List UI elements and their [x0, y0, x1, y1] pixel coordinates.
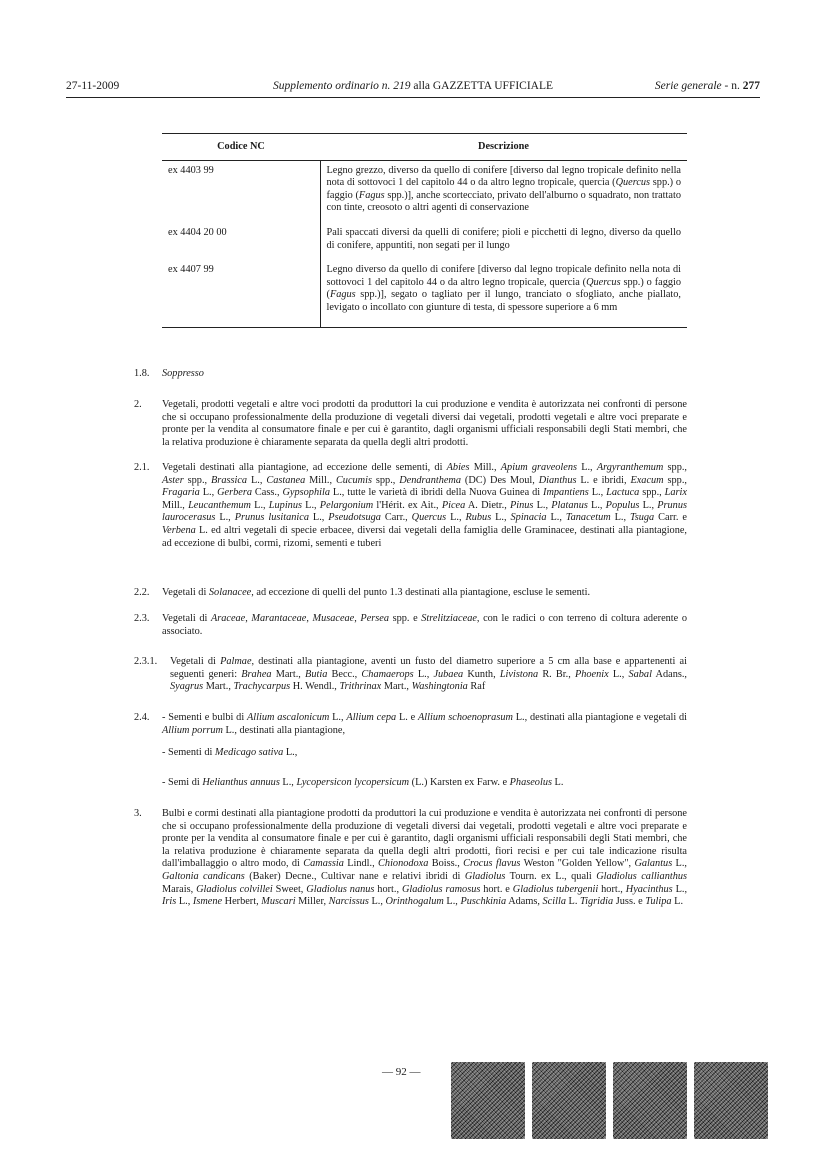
- nc-code-table: [162, 133, 687, 328]
- table-row: [162, 262, 687, 327]
- section-number: 2.: [134, 399, 142, 410]
- nc-description: Pali spaccati diversi da quelli di conifere; pioli e picchetti di legno, diverso da quello di conifere, appuntiti, non segati per il lungo: [320, 225, 687, 262]
- section-text: Soppresso: [162, 368, 204, 379]
- header-date: 27-11-2009: [66, 80, 120, 92]
- col-header-code: Codice NC: [162, 134, 320, 161]
- section-number: 2.3.: [134, 613, 150, 624]
- header-series-number: 277: [742, 80, 760, 92]
- header-series-label: Serie generale: [654, 80, 722, 92]
- section-number: 1.8.: [134, 368, 150, 379]
- nc-description: Legno diverso da quello di conifere [diverso dal legno tropicale definito nella nota di sottovoci 1 del capitolo 44 o da altro legno tropicale, quercia (Quercus spp.) o faggio (Fagus spp.)], segato o tagliato per il lungo, tranciato o sfogliato, anche piallato, levigato o incollato con giunture di testa, di spessore superiore a 6 mm: [320, 262, 687, 327]
- barcode-block: [694, 1062, 768, 1139]
- nc-code: ex 4403 99: [168, 164, 214, 176]
- col-header-description: Descrizione: [320, 134, 687, 161]
- nc-code: ex 4404 20 00: [168, 226, 227, 238]
- section-text: Bulbi e cormi destinati alla piantagione prodotti da produttori la cui produzione e vendita è autorizzata nei confronti di persone che si occupano professionalmente della produzione di vegetali diversi dai vegetali, prodotti vegetali e altre voci preparate e pronte per la vendita al consumatore finale e per cui è garantito, dagli organismi ufficiali responsabili degli Stati membri, che la relativa produzione è chiaramente separata da quella degli altri prodotti, fiori recisi e per cui tale indicazione risulta dall'imballaggio o altro modo, di Camassia Lindl., Chionodoxa Boiss., Crocus flavus Weston "Golden Yellow", Galantus L., Galtonia candicans (Baker) Decne., Cultivar nane e relativi ibridi di Gladiolus Tourn. ex L., quali Gladiolus callianthus Marais, Gladiolus colvillei Sweet, Gladiolus nanus hort., Gladiolus ramosus hort. e Gladiolus tubergenii hort., Hyacinthus L., Iris L., Ismene Herbert, Muscari Miller, Narcissus L., Orinthogalum L., Puschkinia Adams, Scilla L. Tigridia Juss. e Tulipa L.: [162, 808, 688, 908]
- header-series-sep: - n.: [721, 80, 743, 92]
- section-text: Vegetali, prodotti vegetali e altre voci prodotti da produttori la cui produzione e vendita è autorizzata nei confronti di persone che si occupano professionalmente della produzione di vegetali diversi dai vegetali, prodotti vegetali e altre voci preparate e pronte per la vendita al consumatore finale e per cui è garantito, dagli organismi ufficiali responsabili degli Stati membri, che la relativa produzione è chiaramente separata da quella degli altri prodotti.: [162, 399, 687, 448]
- header-gazette: alla GAZZETTA UFFICIALE: [410, 80, 554, 92]
- section-text: Vegetali di Araceae, Marantaceae, Musaceae, Persea spp. e Strelitziaceae, con le radici o con terreno di coltura aderente o associato.: [162, 613, 687, 637]
- header-supplement: Supplemento ordinario n. 219: [272, 80, 411, 92]
- nc-description: Legno grezzo, diverso da quello di conifere [diverso dal legno tropicale definito nella nota di sottovoci 1 del capitolo 44 o da altro legno tropicale, quercia (Quercus spp.) o faggio (Fagus spp.)], anche scortecciato, privato dell'alburno o squadrato, non trattato con tinte, creosoto o altri agenti di conservazione: [320, 160, 687, 225]
- barcode-block: [532, 1062, 606, 1139]
- page-header: [66, 80, 760, 96]
- barcode-strip: [451, 1062, 768, 1139]
- section-text: - Semi di Helianthus annuus L., Lycopersicon lycopersicum (L.) Karsten ex Farw. e Phaseolus L.: [162, 777, 564, 788]
- table-row: [162, 160, 687, 225]
- header-rule: [66, 97, 760, 98]
- section-text: - Sementi e bulbi di Allium ascalonicum L., Allium cepa L. e Allium schoenoprasum L., destinati alla piantagione e vegetali di Allium porrum L., destinati alla piantagione,: [162, 712, 688, 736]
- table-row: [162, 225, 687, 262]
- section-number: 2.1.: [134, 462, 150, 473]
- section-text: Vegetali destinati alla piantagione, ad eccezione delle sementi, di Abies Mill., Apium graveolens L., Argyranthemum spp., Aster spp., Brassica L., Castanea Mill., Cucumis spp., Dendranthema (DC) Des Moul, Dianthus L. e ibridi, Exacum spp., Fragaria L., Gerbera Cass., Gypsophila L., tutte le varietà di ibridi della Nuova Guinea di Impantiens L., Lactuca spp., Larix Mill., Leucanthemum L., Lupinus L., Pelargonium l'Hérit. ex Ait., Picea A. Dietr., Pinus L., Platanus L., Populus L., Prunus laurocerasus L., Prunus lusitanica L., Pseudotsuga Carr., Quercus L., Rubus L., Spinacia L., Tanacetum L., Tsuga Carr. e Verbena L. ed altri vegetali di specie erbacee, diversi dai vegetali della famiglia delle Graminacee, destinati alla piantagione, ad eccezione di bulbi, cormi, rizomi, sementi e tuberi: [162, 462, 687, 549]
- nc-code: ex 4407 99: [162, 262, 320, 327]
- section-text: - Sementi di Medicago sativa L.,: [162, 747, 298, 758]
- section-number: 2.2.: [134, 587, 150, 598]
- header-series: [655, 80, 760, 92]
- table-header-row: [162, 134, 687, 161]
- barcode-block: [613, 1062, 687, 1139]
- section-number: 3.: [134, 808, 142, 819]
- section-number: 2.3.1.: [134, 656, 158, 667]
- section-number: 2.4.: [134, 712, 150, 723]
- section-text: Vegetali di Solanacee, ad eccezione di quelli del punto 1.3 destinati alla piantagione, escluse le sementi.: [162, 587, 591, 598]
- section-text: Vegetali di Palmae, destinati alla piantagione, aventi un fusto del diametro superiore a 5 cm alla base e appartenenti ai seguenti generi: Brahea Mart., Butia Becc., Chamaerops L., Jubaea Kunth, Livistona R. Br., Phoenix L., Sabal Adans., Syagrus Mart., Trachycarpus H. Wendl., Trithrinax Mart., Washingtonia Raf: [170, 656, 688, 693]
- barcode-block: [451, 1062, 525, 1139]
- page-number: — 92 —: [382, 1066, 421, 1078]
